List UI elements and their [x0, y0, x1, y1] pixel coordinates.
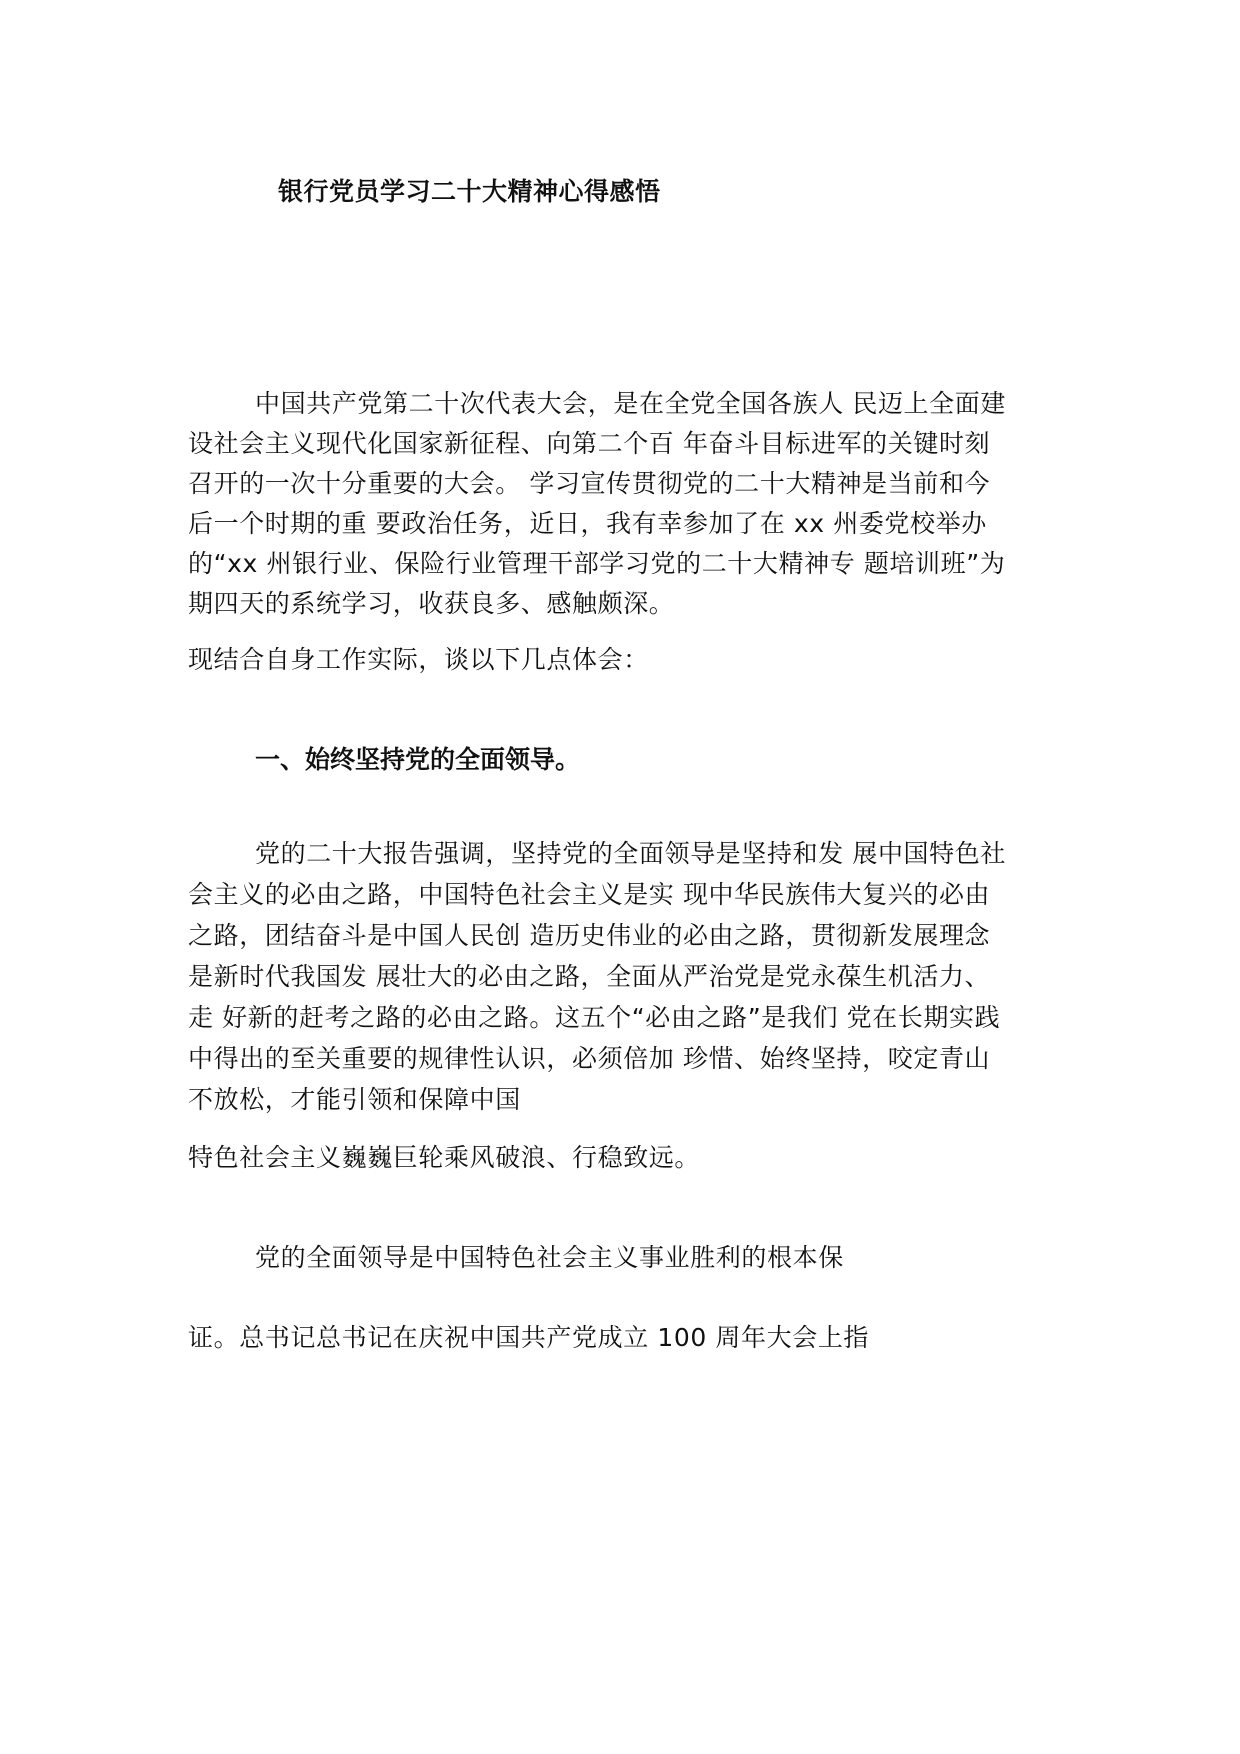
paragraph-3-line-3: 之路，团结奋斗是中国人民创 造历史伟业的必由之路，贯彻新发展理念 [188, 921, 991, 950]
paragraph-2: 现结合自身工作实际，谈以下几点体会： [188, 645, 649, 674]
paragraph-3-line-5: 走 好新的赶考之路的必由之路。这五个“必由之路”是我们 党在长期实践 [188, 1003, 1001, 1032]
paragraph-1-line-2: 设社会主义现代化国家新征程、向第二个百 年奋斗目标进军的关键时刻 [188, 429, 991, 458]
section-1-heading: 一、始终坚持党的全面领导。 [255, 745, 581, 774]
paragraph-3-line-7: 不放松，才能引领和保障中国 [188, 1085, 521, 1114]
paragraph-3-line-4: 是新时代我国发 展壮大的必由之路，全面从严治党是党永葆生机活力、 [188, 962, 991, 991]
paragraph-3-line-2: 会主义的必由之路，中国特色社会主义是实 现中华民族伟大复兴的必由 [188, 880, 991, 909]
paragraph-6: 证。总书记总书记在庆祝中国共产党成立 100 周年大会上指 [188, 1323, 870, 1352]
paragraph-3-line-6: 中得出的至关重要的规律性认识，必须倍加 珍惜、始终坚持，咬定青山 [188, 1044, 991, 1073]
paragraph-5: 党的全面领导是中国特色社会主义事业胜利的根本保 [255, 1243, 844, 1272]
paragraph-4: 特色社会主义巍巍巨轮乘风破浪、行稳致远。 [188, 1143, 701, 1172]
paragraph-1-line-3: 召开的一次十分重要的大会。 学习宣传贯彻党的二十大精神是当前和今 [188, 469, 991, 498]
paragraph-1-line-5: 的“xx 州银行业、保险行业管理干部学习党的二十大精神专 题培训班”为 [188, 549, 1006, 578]
document-title: 银行党员学习二十大精神心得感悟 [278, 177, 661, 206]
paragraph-1-line-4: 后一个时期的重 要政治任务，近日，我有幸参加了在 xx 州委党校举办 [188, 509, 987, 538]
paragraph-1-line-1: 中国共产党第二十次代表大会，是在全党全国各族人 民迈上全面建 [255, 389, 1006, 418]
paragraph-3-line-1: 党的二十大报告强调，坚持党的全面领导是坚持和发 展中国特色社 [255, 839, 1006, 868]
paragraph-1-line-6: 期四天的系统学习，收获良多、感触颇深。 [188, 589, 675, 618]
